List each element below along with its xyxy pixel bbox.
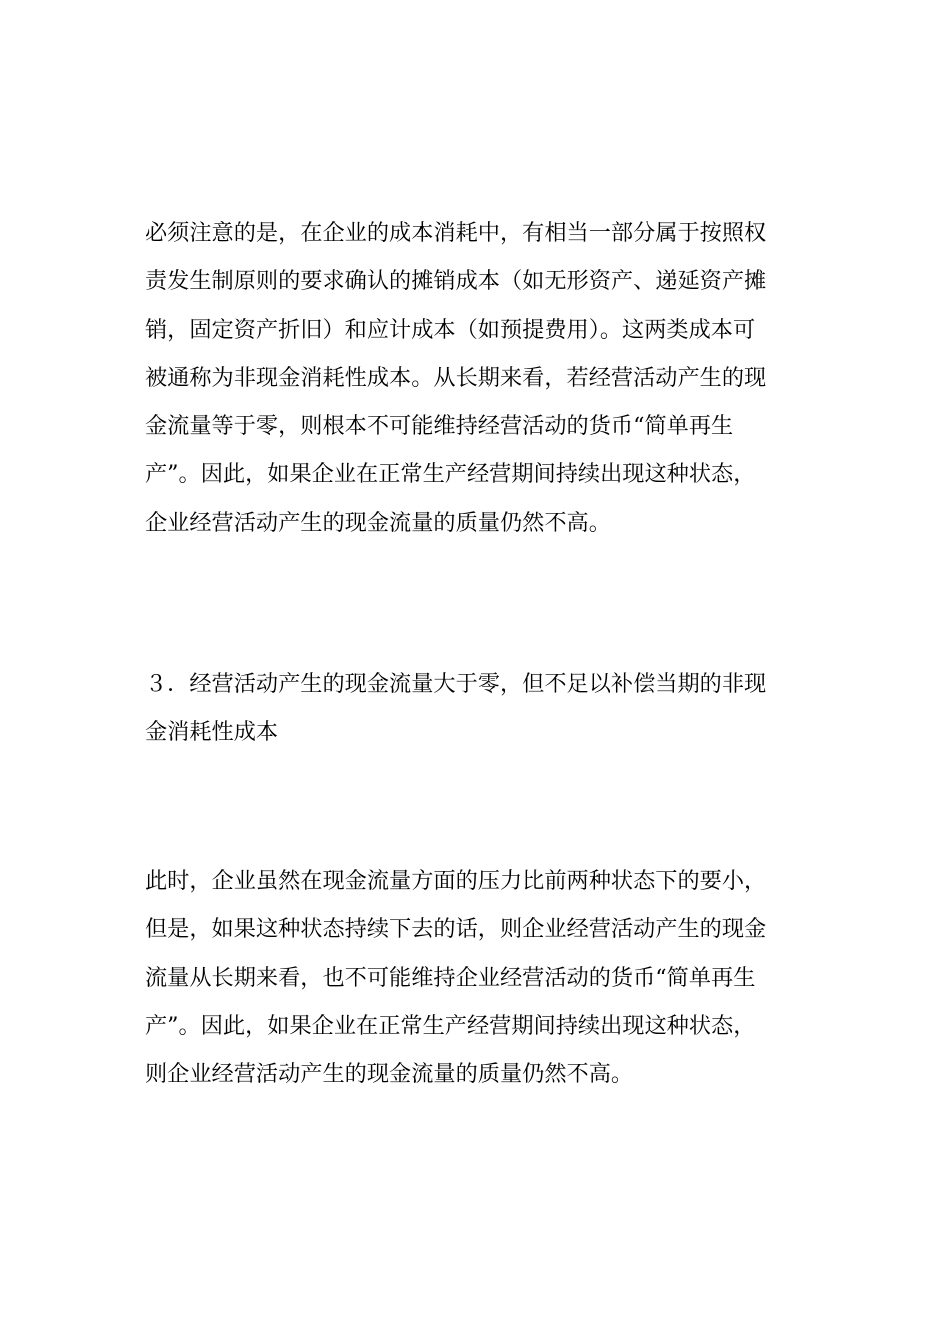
text-line: 产”。因此，如果企业在正常生产经营期间持续出现这种状态， [145, 461, 756, 488]
text-line: 产”。因此，如果企业在正常生产经营期间持续出现这种状态， [145, 1012, 756, 1039]
paragraph-section-3-body [145, 857, 810, 1098]
text-line: 销，固定资产折旧）和应计成本（如预提费用）。这两类成本可 [145, 316, 756, 343]
text-line: 企业经营活动产生的现金流量的质量仍然不高。 [145, 509, 611, 536]
text-line: 必须注意的是，在企业的成本消耗中，有相当一部分属于按照权 [145, 220, 767, 246]
section-heading-3 [145, 660, 810, 757]
text-line: 但是，如果这种状态持续下去的话，则企业经营活动产生的现金 [145, 916, 767, 943]
text-line: 流量从长期来看，也不可能维持企业经营活动的货币“简单再生 [145, 964, 756, 991]
text-line: 金流量等于零，则根本不可能维持经营活动的货币“简单再生 [145, 413, 734, 440]
heading-line: 金消耗性成本 [145, 719, 279, 746]
paragraph-non-cash-cost-note [145, 209, 810, 547]
heading-line: ３．经营活动产生的现金流量大于零，但不足以补偿当期的非现 [145, 671, 767, 697]
text-line: 则企业经营活动产生的现金流量的质量仍然不高。 [145, 1061, 634, 1088]
text-line: 被通称为非现金消耗性成本。从长期来看，若经营活动产生的现 [145, 364, 767, 391]
text-line: 此时，企业虽然在现金流量方面的压力比前两种状态下的要小， [145, 868, 767, 894]
text-line: 责发生制原则的要求确认的摊销成本（如无形资产、递延资产摊 [145, 268, 767, 295]
